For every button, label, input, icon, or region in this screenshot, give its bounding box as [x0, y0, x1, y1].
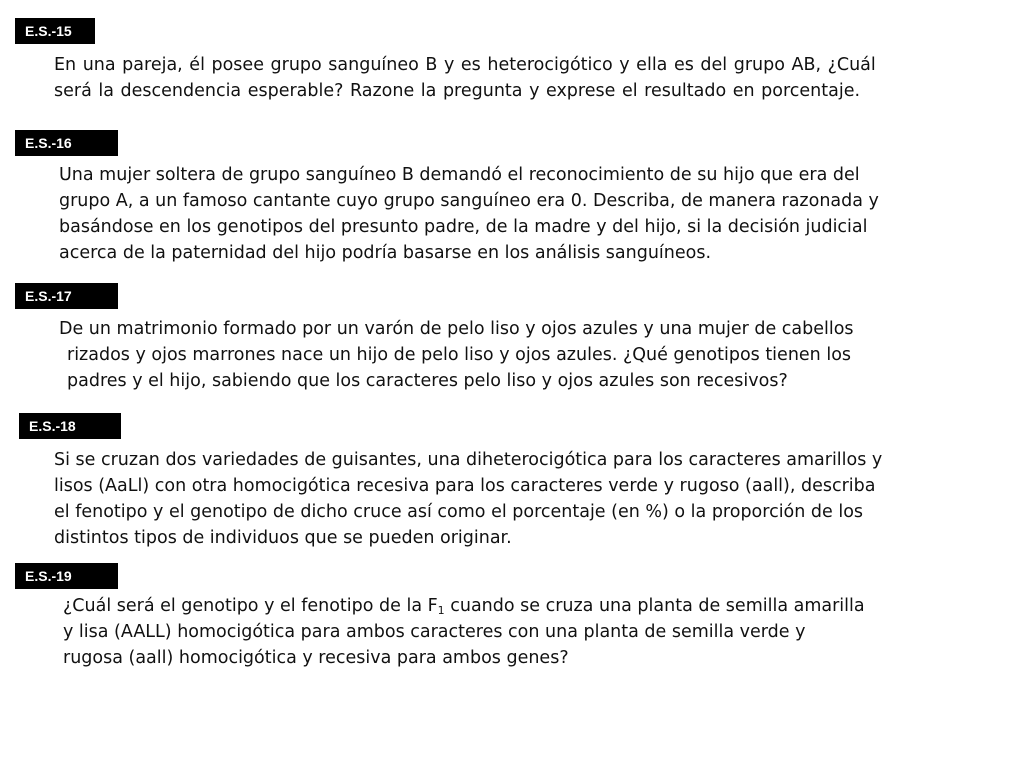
text-line: distintos tipos de individuos que se pueden originar. — [54, 528, 512, 548]
exercise-text-17 — [59, 316, 854, 394]
text-line: padres y el hijo, sabiendo que los caracteres pelo liso y ojos azules son recesivos? — [67, 371, 788, 391]
subscript: 1 — [437, 604, 445, 617]
text-line: lisos (AaLl) con otra homocigótica recesiva para los caracteres verde y rugoso (aall), describa — [54, 476, 876, 496]
exercise-text-18 — [54, 447, 882, 551]
text-line: Si se cruzan dos variedades de guisantes, una diheterocigótica para los caracteres amarillos y — [54, 450, 883, 470]
text-line: rizados y ojos marrones nace un hijo de pelo liso y ojos azules. ¿Qué genotipos tienen los — [67, 345, 852, 365]
exercise-text-15 — [54, 52, 876, 104]
text-line: acerca de la paternidad del hijo podría basarse en los análisis sanguíneos. — [59, 243, 712, 263]
text-line: Una mujer soltera de grupo sanguíneo B demandó el reconocimiento de su hijo que era del — [59, 165, 860, 185]
exercise-text-16 — [59, 162, 879, 266]
exercise-label-15: E.S.-15 — [15, 18, 95, 44]
text-line — [63, 593, 865, 619]
text-line: y lisa (AALL) homocigótica para ambos caracteres con una planta de semilla verde y — [63, 622, 806, 642]
text-line: De un matrimonio formado por un varón de pelo liso y ojos azules y una mujer de cabellos — [59, 319, 854, 339]
exercise-label-19: E.S.-19 — [15, 563, 118, 589]
text-line: grupo A, a un famoso cantante cuyo grupo sanguíneo era 0. Describa, de manera razonada y — [59, 191, 879, 211]
text-line: basándose en los genotipos del presunto padre, de la madre y del hijo, si la decisión judicial — [59, 217, 868, 237]
text-fragment: cuando se cruza una planta de semilla amarilla — [444, 596, 865, 616]
exercise-text-19 — [63, 593, 865, 671]
text-line: será la descendencia esperable? Razone la pregunta y exprese el resultado en porcentaje. — [54, 81, 861, 101]
text-line: rugosa (aall) homocigótica y recesiva para ambos genes? — [63, 648, 569, 668]
exercise-label-17: E.S.-17 — [15, 283, 118, 309]
exercise-label-18: E.S.-18 — [19, 413, 121, 439]
exercise-label-16: E.S.-16 — [15, 130, 118, 156]
text-line: En una pareja, él posee grupo sanguíneo B y es heterocigótico y ella es del grupo AB, ¿Cuál — [54, 55, 876, 75]
text-fragment: ¿Cuál será el genotipo y el fenotipo de la F — [63, 596, 438, 616]
text-line: el fenotipo y el genotipo de dicho cruce así como el porcentaje (en %) o la proporción de los — [54, 502, 864, 522]
